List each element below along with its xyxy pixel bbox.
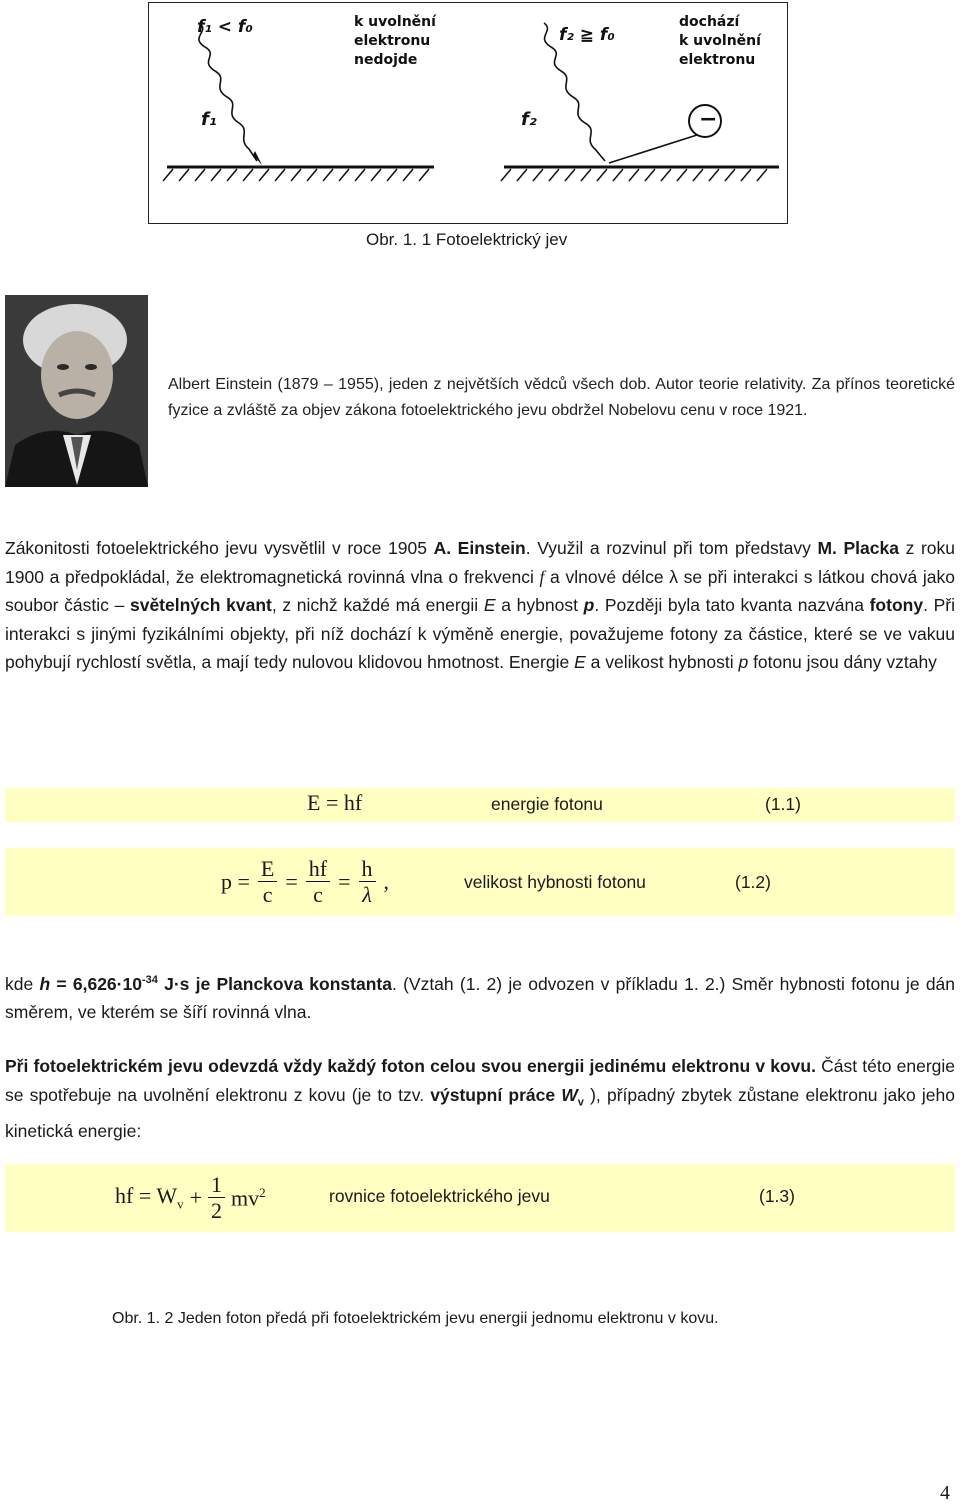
equation-1-2-number: (1.2) [735, 872, 771, 892]
figure1-caption: Obr. 1. 1 Fotoelektrický jev [366, 230, 568, 249]
page-number: 4 [940, 1482, 950, 1504]
paragraph-energy-transfer: Při fotoelektrickém jevu odevzdá vždy každý foton celou svou energii jedinému elektronu v kovu. Část této energie se spotřebuje na uvolnění elektronu z kovu (je to tzv. výstupní práce $W_v$ ), případný zbytek zůstane elektronu jako jeho kinetická energie: [5, 1056, 956, 1141]
equation-1-3-label: rovnice fotoelektrického jevu [329, 1186, 550, 1206]
equation-1-2 [5, 848, 955, 916]
right-wave-label: f₂ [521, 109, 537, 130]
figure2-caption: Obr. 1. 2 Jeden foton předá při fotoelektrickém jevu energii jednomu elektronu v kovu. [112, 1310, 719, 1327]
equation-1-2-label: velikost hybnosti fotonu [464, 872, 646, 892]
left-surface-hatching [163, 169, 429, 181]
right-surface-hatching [501, 169, 767, 181]
equation-1-2-formula: p = $\frac{E}{c}$ = $\frac{hf}{c}$ = $\frac{h}{\lambda}$ , [221, 855, 390, 907]
photoelectric-figure [148, 2, 788, 224]
einstein-bio: Albert Einstein (1879 – 1955), jeden z největších vědců všech dob. Autor teorie relativity. Za přínos teoretické fyzice a zvláště za objev zákona fotoelektrického jevu obdržel Nobelovu cenu v roce 1921. [168, 376, 955, 419]
electron-path [609, 135, 697, 163]
equation-1-1 [5, 788, 955, 822]
right-result-text: dochází k uvolnění elektronu [679, 14, 761, 68]
electron-minus-sign: − [699, 107, 718, 132]
einstein-portrait [5, 295, 148, 487]
portrait-illustration [5, 295, 148, 487]
paragraph-photon-theory: Zákonitosti fotoelektrického jevu vysvětlil v roce 1905 A. Einstein. Využil a rozvinul při tom představy M. Placka z roku 1900 a předpokládal, že elektromagnetická rovinná vlna o frekvenci f a vlnové délce λ se při interakci s látkou chová jako soubor částic – světelných kvant, z nichž každé má energii E a hybnost p. Později byla tato kvanta nazvána fotony. Při interakci s jinými fyzikálními objekty, při níž dochází k výměně energie, považujeme fotony za částice, které se ve vakuu pohybují rychlostí světla, a mají tedy nulovou klidovou hmotnost. Energie E a velikost hybnosti p fotonu jsou dány vztahy [5, 538, 955, 672]
right-condition: f₂ ≧ f₀ [559, 25, 615, 45]
paragraph-planck-constant: kde $h = 6,626\cdot 10^{-34}$ J·s je Planckova konstanta. (Vztah (1. 2) je odvozen v příkladu 1. 2.) Směr hybnosti fotonu je dán směrem, ve kterém se šíří rovinná vlna. [5, 973, 956, 1023]
equation-1-3-number: (1.3) [759, 1186, 795, 1206]
equation-1-1-formula: E = hf [307, 790, 363, 815]
equation-1-1-label: energie fotonu [491, 794, 603, 814]
left-wave-label: f₁ [201, 109, 217, 130]
left-condition: f₁ < f₀ [197, 17, 253, 37]
left-result-text: k uvolnění elektronu nedojde [354, 14, 436, 68]
equation-1-3 [5, 1164, 955, 1232]
equation-1-1-number: (1.1) [765, 794, 801, 814]
equation-1-3-formula: hf = $W_v$ + $\frac{1}{2}$ $mv^2$ [115, 1171, 266, 1223]
left-photon-wave [199, 23, 257, 161]
